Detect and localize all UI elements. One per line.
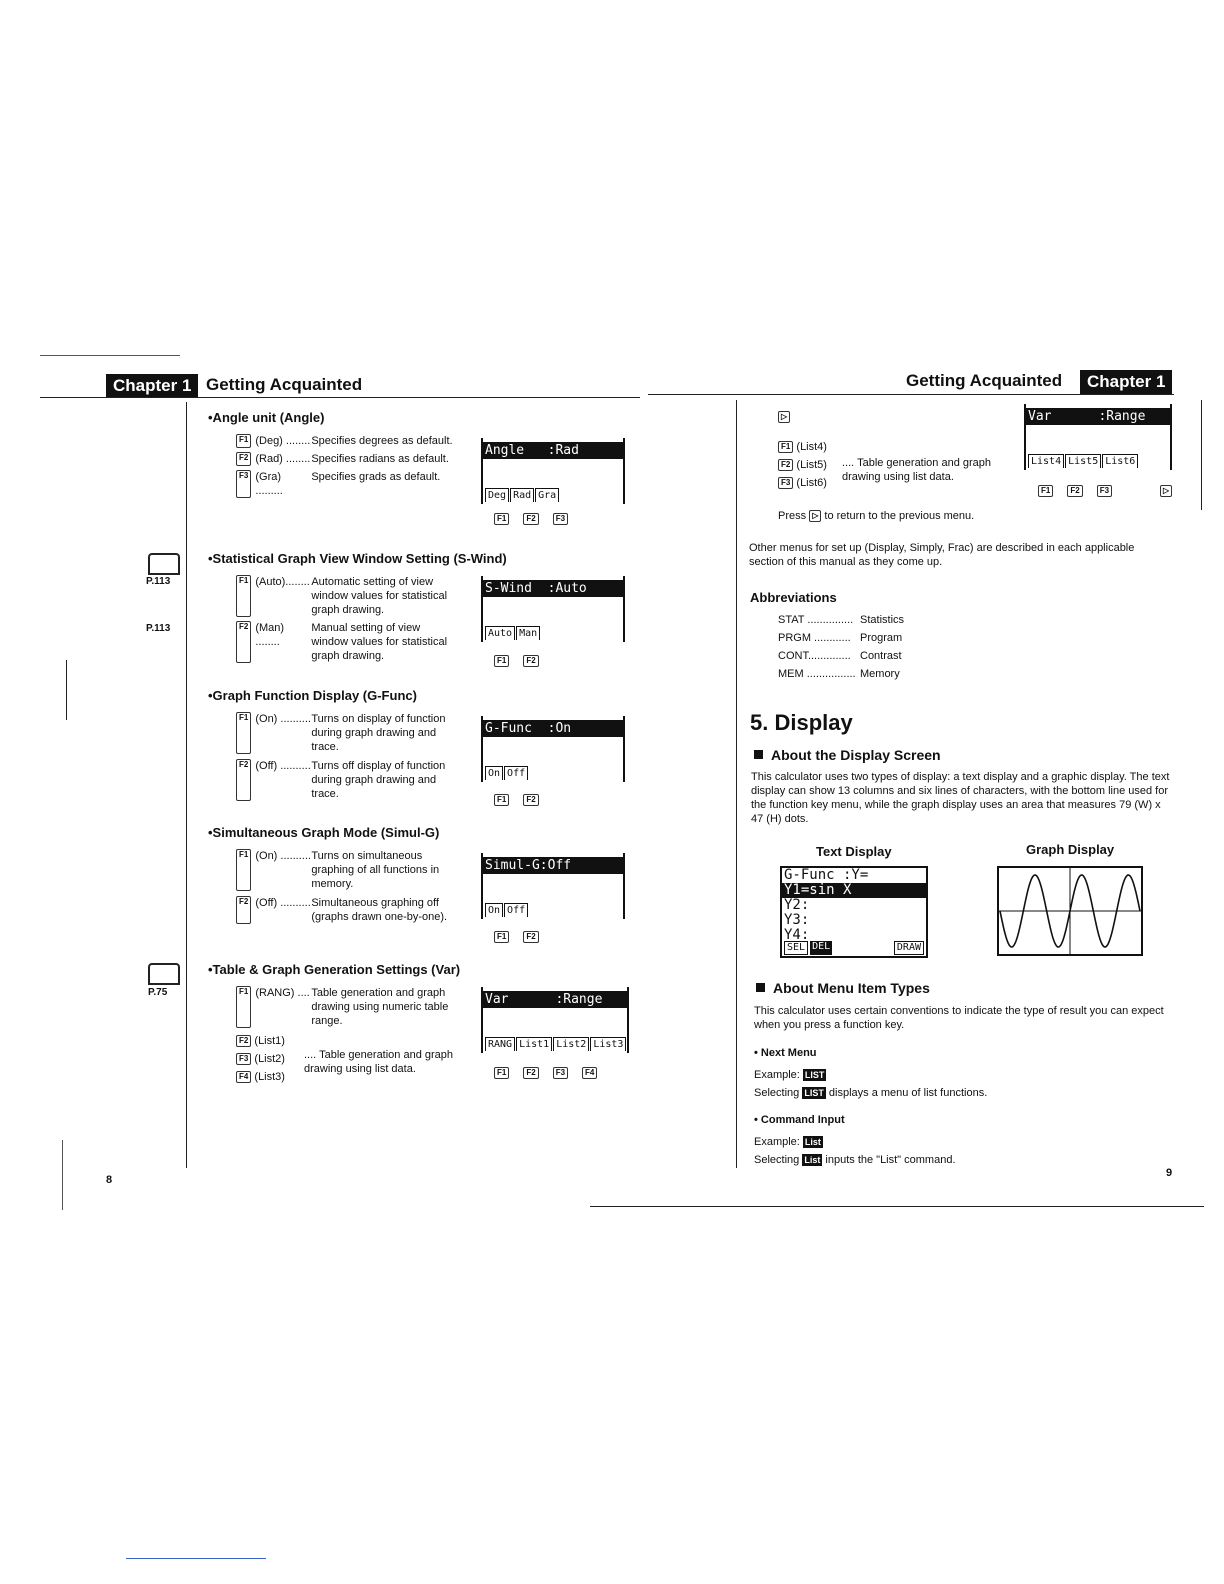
f2-key-icon: F2 bbox=[523, 794, 538, 806]
list-menu-key-icon: LIST bbox=[804, 1088, 824, 1098]
press-instruction: Press ▷ to return to the previous menu. bbox=[778, 510, 975, 522]
lcd-screen bbox=[1024, 404, 1172, 470]
f1-key-icon: F1 bbox=[778, 441, 793, 453]
subsection-heading: About Menu Item Types bbox=[756, 980, 930, 996]
list-command-key-icon: List bbox=[804, 1137, 821, 1147]
option-row: F1 (Deg) ........ Specifies degrees as default. F2 (Rad) ........ Specifies radians as default. F3 (Gra) ......... Specifies grads as default. bbox=[236, 434, 456, 498]
lcd-menu: On Off bbox=[485, 903, 529, 917]
function-key-row bbox=[494, 1064, 611, 1082]
f2-key-icon: F2 bbox=[236, 1035, 251, 1047]
next-key-icon: ▷ bbox=[809, 510, 821, 522]
right-page-number: 9 bbox=[1166, 1167, 1173, 1179]
section-title: •Simultaneous Graph Mode (Simul-G) bbox=[208, 825, 440, 840]
right-running-title: Getting Acquainted bbox=[906, 371, 1063, 390]
f3-key-icon: F3 bbox=[778, 477, 793, 489]
f1-key-icon: F1 bbox=[236, 434, 251, 448]
section-title: •Graph Function Display (G-Func) bbox=[208, 688, 417, 703]
next-menu-title: • Next Menu bbox=[754, 1047, 817, 1059]
lcd-menu: RANG List1 List2 List3 bbox=[485, 1037, 627, 1051]
f4-key-icon: F4 bbox=[236, 1071, 251, 1083]
list-options: F1 (List4) F2 (List5) F3 (List6) bbox=[778, 440, 827, 490]
f2-key-icon: F2 bbox=[236, 759, 251, 801]
f4-key-icon: F4 bbox=[582, 1067, 597, 1079]
lcd-menu: List4 List5 List6 bbox=[1028, 454, 1139, 468]
f3-key-icon: F3 bbox=[236, 1053, 251, 1065]
next-menu-example: Example: LIST bbox=[754, 1069, 825, 1081]
lcd-screen bbox=[481, 438, 625, 504]
list-description: .... Table generation and graph drawing using list data. bbox=[304, 1049, 454, 1075]
command-example: Example: List bbox=[754, 1136, 821, 1148]
option-row: F1 (On) .......... Turns on display of function during graph drawing and trace. F2 (Off) .......... Turns off display of function during graph drawing and trace. bbox=[236, 712, 456, 801]
function-key-row bbox=[494, 791, 553, 809]
command-input-title: • Command Input bbox=[754, 1114, 845, 1126]
lcd-screen bbox=[481, 576, 625, 642]
scan-artifact-line bbox=[40, 355, 180, 356]
option-row: F1 (Auto)........ Automatic setting of view window values for statistical graph drawing. F2 (Man) ........ Manual setting of view window values for statistical graph drawing. bbox=[236, 575, 456, 663]
f2-key-icon: F2 bbox=[778, 459, 793, 471]
right-chapter-badge: Chapter 1 bbox=[1080, 370, 1172, 394]
option-row: F2 (List1) F3 (List2) F4 (List3) bbox=[236, 1034, 456, 1084]
menu-types-paragraph: This calculator uses certain conventions to indicate the type of result you can expect when you press a function key. bbox=[754, 1005, 1164, 1031]
f2-key-icon: F2 bbox=[236, 896, 251, 924]
function-key-row bbox=[1038, 482, 1186, 500]
lcd-top-line: G-Func :On bbox=[483, 720, 623, 737]
lcd-menu: Deg Rad Gra bbox=[485, 488, 560, 502]
f2-key-icon: F2 bbox=[523, 931, 538, 943]
lcd-top-line: S-Wind :Auto bbox=[483, 580, 623, 597]
f3-key-icon: F3 bbox=[1097, 485, 1112, 497]
f2-key-icon: F2 bbox=[523, 513, 538, 525]
page-bottom-rule bbox=[590, 1206, 1204, 1207]
section-title: •Angle unit (Angle) bbox=[208, 410, 325, 425]
f1-key-icon: F1 bbox=[494, 513, 509, 525]
reference-book-icon bbox=[148, 553, 180, 575]
function-key-row bbox=[494, 510, 582, 528]
text-display-screen: G-Func :Y= Y1=sin X Y2: Y3: Y4: SEL DEL DRAW bbox=[780, 866, 928, 958]
margin-ref-2: P.113 bbox=[146, 623, 171, 634]
scan-artifact-line bbox=[66, 660, 67, 720]
f3-key-icon: F3 bbox=[236, 470, 251, 498]
lcd-screen bbox=[481, 853, 625, 919]
function-key-row bbox=[494, 928, 553, 946]
f2-key-icon: F2 bbox=[236, 621, 251, 663]
f1-key-icon: F1 bbox=[494, 1067, 509, 1079]
left-running-title: Getting Acquainted bbox=[206, 375, 363, 394]
other-menus-note: Other menus for set up (Display, Simply, Frac) are described in each applicable section of this manual as they come up. bbox=[749, 542, 1135, 568]
f3-key-icon: F3 bbox=[553, 1067, 568, 1079]
reference-book-icon bbox=[148, 963, 180, 985]
scan-artifact-line bbox=[62, 1140, 63, 1210]
list-menu-key-icon: LIST bbox=[804, 1070, 825, 1080]
lcd-top-line: Var :Range bbox=[1026, 408, 1170, 425]
margin-ref-3: P.75 bbox=[148, 987, 168, 998]
scan-artifact-line bbox=[126, 1558, 266, 1559]
square-bullet-icon bbox=[756, 983, 765, 992]
section-title: •Table & Graph Generation Settings (Var) bbox=[208, 962, 461, 977]
lcd-top-line: Var :Range bbox=[483, 991, 627, 1008]
lcd-screen bbox=[481, 987, 629, 1053]
f2-key-icon: F2 bbox=[523, 655, 538, 667]
next-key-icon: ▷ bbox=[1160, 485, 1172, 497]
graph-display-screen bbox=[997, 866, 1143, 956]
f1-key-icon: F1 bbox=[236, 712, 251, 754]
lcd-top-line: Simul-G:Off bbox=[483, 857, 623, 874]
f1-key-icon: F1 bbox=[494, 794, 509, 806]
graph-display-label: Graph Display bbox=[1026, 842, 1115, 857]
left-page-number: 8 bbox=[106, 1174, 113, 1186]
lcd-menu: Auto Man bbox=[485, 626, 541, 640]
lcd-menu: On Off bbox=[485, 766, 529, 780]
f2-key-icon: F2 bbox=[236, 452, 251, 466]
list-command-key-icon: List bbox=[804, 1155, 821, 1165]
square-bullet-icon bbox=[754, 750, 763, 759]
lcd-screen bbox=[481, 716, 625, 782]
section-heading: 5. Display bbox=[750, 710, 853, 735]
f2-key-icon: F2 bbox=[523, 1067, 538, 1079]
right-column-rule bbox=[736, 400, 737, 1168]
f1-key-icon: F1 bbox=[236, 849, 251, 891]
function-key-row bbox=[494, 652, 553, 670]
left-header-rule bbox=[40, 397, 640, 398]
display-paragraph: This calculator uses two types of display: a text display and a graphic display. The text display can show 13 columns and six lines of characters, with the bottom line used for the function key menu, while the graph display uses an area that measures 79 (W) x 47 (H) dots. bbox=[751, 771, 1170, 825]
f1-key-icon: F1 bbox=[1038, 485, 1053, 497]
list-description: .... Table generation and graph drawing using list data. bbox=[842, 457, 992, 483]
left-chapter-badge: Chapter 1 bbox=[106, 374, 198, 398]
margin-ref-1: P.113 bbox=[146, 576, 171, 587]
text-display-label: Text Display bbox=[816, 844, 892, 859]
command-selecting: Selecting List inputs the "List" command. bbox=[754, 1154, 956, 1166]
f1-key-icon: F1 bbox=[236, 575, 251, 617]
section-title: •Statistical Graph View Window Setting (S-Wind) bbox=[208, 551, 507, 566]
scan-artifact-line bbox=[1201, 400, 1202, 510]
subsection-heading: About the Display Screen bbox=[754, 747, 941, 763]
f1-key-icon: F1 bbox=[494, 931, 509, 943]
next-key-icon: ▷ bbox=[778, 408, 790, 426]
option-row: F1 (RANG) .... Table generation and graph drawing using numeric table range. bbox=[236, 986, 456, 1028]
f1-key-icon: F1 bbox=[236, 986, 251, 1028]
right-header-rule bbox=[648, 394, 1174, 395]
f3-key-icon: F3 bbox=[553, 513, 568, 525]
abbreviations-list: STAT ............... Statistics PRGM ............ Program CONT.............. Contrast MEM ................ Memory bbox=[778, 614, 905, 680]
abbreviations-title: Abbreviations bbox=[750, 590, 837, 605]
left-column-rule bbox=[186, 402, 187, 1168]
next-menu-selecting: Selecting LIST displays a menu of list functions. bbox=[754, 1087, 988, 1099]
option-row: F1 (On) .......... Turns on simultaneous graphing of all functions in memory. F2 (Off) .......... Simultaneous graphing off (graphs drawn one-by-one). bbox=[236, 849, 456, 924]
f2-key-icon: F2 bbox=[1067, 485, 1082, 497]
f1-key-icon: F1 bbox=[494, 655, 509, 667]
lcd-top-line: Angle :Rad bbox=[483, 442, 623, 459]
